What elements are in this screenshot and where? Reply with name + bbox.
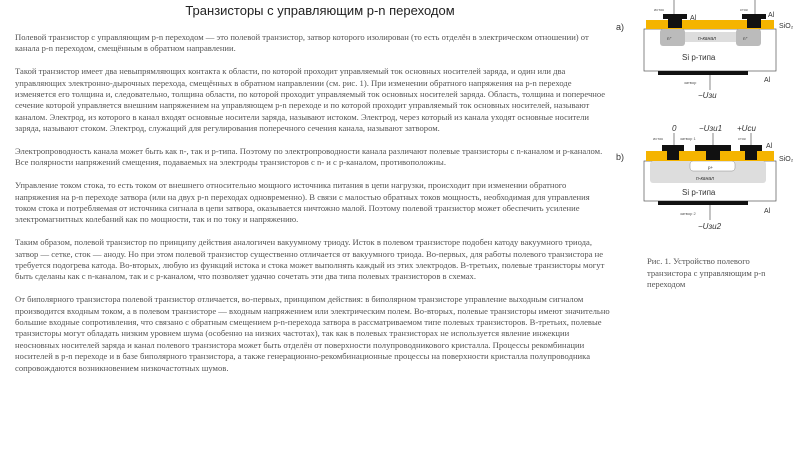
svg-text:Al: Al (766, 143, 773, 150)
svg-text:Al: Al (764, 208, 771, 215)
svg-text:исток: исток (653, 136, 663, 141)
svg-text:0: 0 (672, 124, 677, 133)
svg-text:−Uзи2: −Uзи2 (698, 222, 722, 231)
svg-text:SiO₂: SiO₂ (779, 156, 794, 163)
gate-contact (658, 71, 748, 75)
drain-label: сток (740, 7, 748, 12)
paragraph: Такой транзистор имеет два невыпрямляющих контакта к области, по которой проходит управляемый ток основных носителей заряда, и один или два управляющих электронно-дырочных перехода, смещённых в обратном направлении (см. рис. 1). При изменении обратного напряжения на p-n переходе изменяется его толщина и, следовательно, толщина области, по которой проходит управляемый ток основных носителей заряда. Область, толщина и поперечное сечение которой управляется внешним напряжением на управляющем p-n переходе и по которой проходит управляемый ток основных носителей, называют каналом. Электрод, из которого в канал входят основные носители заряда, называют истоком. Электрод, через который из канала уходят основные носители заряда, называют стоком. Электрод, служащий для регулирования поперечного сечения канала, называют затвором. (15, 66, 606, 134)
paragraph: От биполярного транзистора полевой транзистор отличается, во-первых, принципом действия: в биполярном транзисторе управление выходным сигналом производится входным током, а в полевом транзисторе — входным напряжением или электрическим полем. Во-вторых, полевые транзисторы имеют значительно большие входные сопротивления, что связано с обратным смещением p-n-перехода затвора в рассматриваемом типе полевых транзисторов. В-третьих, полевые транзисторы могут обладать низким уровнем шума (особенно на низких частотах), так как в полевых транзисторах не используется явление инжекции неосновных носителей заряда и канал полевого транзистора может быть отделён от поверхности полупроводникового кристалла. Процессы рекомбинации носителей в p-n переходе и в базе биполярного транзистора, а также генерационно-рекомбинационные процессы на поверхности кристалла полупроводника сопровождаются возникновением низкочастотных шумов. (15, 294, 610, 373)
svg-text:n⁺: n⁺ (743, 36, 748, 41)
diagram-a (616, 0, 794, 100)
svg-text:SiO₂: SiO₂ (779, 23, 794, 30)
paragraph: Таким образом, полевой транзистор по принципу действия аналогичен вакуумному триоду. Исток в полевом транзисторе подобен катоду вакуумного триода, затвор — сетке, сток — аноду. Но при этом полевой транзистор существенно отличается от вакуумного триода. Во-первых, для работы полевого транзистора не требуется подогрева катода. Во-вторых, любую из функций истока и стока может выполнять каждый из этих электродов. В-третьих, полевые транзисторы могут быть сделаны как с n-каналом, так и с p-каналом, что позволяет удачно сочетать эти два типа полевых транзисторов в схемах. (15, 237, 605, 282)
svg-text:Al: Al (690, 15, 697, 22)
diagram-b-label: b) (616, 152, 625, 162)
svg-text:−Uзи: −Uзи (698, 91, 717, 100)
paragraph: Электропроводность канала может быть как n-, так и p-типа. Поэтому по электропроводности канала различают полевые транзисторы с n-каналом и p-каналом. Все полярности напряжений смещения, подаваемых на электроды транзисторов с n- и с p-каналом, противоположны. (15, 146, 603, 168)
page-title: Транзисторы с управляющим p-n переходом (185, 3, 455, 18)
source-label: исток (654, 7, 664, 12)
svg-text:Si p-типа: Si p-типа (682, 53, 716, 62)
svg-text:n-канал: n-канал (698, 36, 716, 42)
svg-text:n-канал: n-канал (696, 176, 714, 182)
gate2-contact (658, 201, 748, 205)
svg-text:−Uзи1: −Uзи1 (699, 124, 723, 133)
n-plus-region (736, 29, 761, 46)
diagram-b (616, 124, 794, 231)
diagram-a-label: a) (616, 22, 625, 32)
svg-text:p+: p+ (708, 165, 714, 170)
svg-text:затвор: затвор (684, 80, 697, 85)
svg-text:Si p-типа: Si p-типа (682, 188, 716, 197)
paragraph: Полевой транзистор с управляющим p-n переходом — это полевой транзистор, затвор которого изолирован (то есть отделён в электрическом отношении) от канала p-n переходом, смещённым в обратном направлении. (15, 32, 589, 54)
svg-text:Al: Al (764, 77, 771, 84)
svg-text:сток: сток (738, 136, 746, 141)
figure-caption: Рис. 1. Устройство полевого транзистора с управляющим p-n переходом (647, 256, 766, 289)
svg-text:затвор 2: затвор 2 (680, 211, 696, 216)
transistor-diagram (612, 0, 800, 235)
n-plus-region (660, 29, 685, 46)
svg-text:+Uси: +Uси (737, 124, 756, 133)
article-body (15, 32, 610, 386)
svg-text:затвор 1: затвор 1 (680, 136, 696, 141)
svg-text:Al: Al (768, 12, 775, 19)
paragraph: Управление током стока, то есть током от внешнего относительно мощного источника питания в цепи нагрузки, происходит при изменении обратного напряжения на p-n переходе затвора (или на двух p-n переходах одновременно). В связи с малостью обратных токов мощность, необходимая для управления током стока и потребляемая от источника сигнала в цепи затвора, оказывается ничтожно малой. Поэтому полевой транзистор может обеспечить усиление электромагнитных колебаний как по мощности, так и по току и напряжению. (15, 180, 590, 225)
svg-text:n⁺: n⁺ (667, 36, 672, 41)
